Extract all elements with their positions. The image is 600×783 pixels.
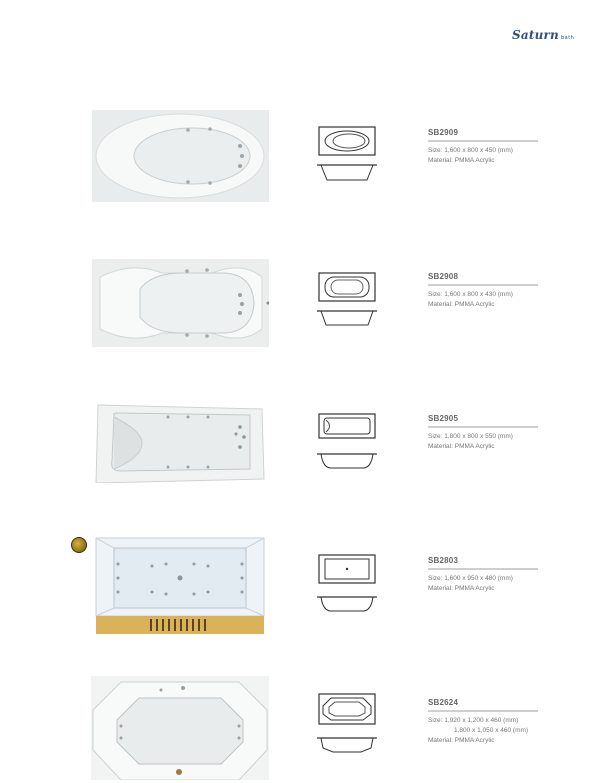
product-photo: [92, 110, 269, 202]
product-code: SB2905: [428, 414, 459, 423]
product-drawings: [317, 125, 379, 183]
product-size-alt: 1,800 x 1,050 x 460 (mm): [454, 727, 529, 734]
product-code: SB2624: [428, 698, 459, 707]
product-drawings: [317, 692, 379, 754]
product-code: SB2803: [428, 556, 459, 565]
product-info: [428, 128, 540, 166]
product-material: Material: PMMA Acrylic: [428, 301, 495, 308]
product-info: [428, 698, 540, 746]
divider: [428, 426, 538, 428]
seal-icon: [71, 537, 87, 553]
product-drawings: [317, 553, 379, 613]
divider: [428, 140, 538, 142]
product-code: SB2908: [428, 272, 459, 281]
divider: [428, 284, 538, 286]
product-material: Material: PMMA Acrylic: [428, 737, 495, 744]
product-size: Size: 1,600 x 800 x 450 (mm): [428, 147, 513, 154]
product-info: [428, 556, 540, 594]
product-drawings: [317, 412, 379, 470]
product-drawings: [317, 271, 379, 329]
product-size: Size: 1,600 x 950 x 480 (mm): [428, 575, 513, 582]
product-photo: [92, 401, 269, 483]
product-size: Size: 1,600 x 800 x 430 (mm): [428, 291, 513, 298]
product-size: Size: 1,920 x 1,200 x 460 (mm): [428, 717, 519, 724]
product-code: SB2909: [428, 128, 459, 137]
product-material: Material: PMMA Acrylic: [428, 157, 495, 164]
logo-text: Saturn: [512, 28, 559, 42]
brand-logo: [512, 28, 574, 44]
divider: [428, 568, 538, 570]
product-info: [428, 414, 540, 452]
product-photo: [92, 534, 268, 636]
divider: [428, 710, 538, 712]
product-photo: [92, 259, 269, 347]
product-material: Material: PMMA Acrylic: [428, 585, 495, 592]
product-info: [428, 272, 540, 310]
logo-subtext: bath: [560, 35, 575, 41]
product-size: Size: 1,800 x 800 x 550 (mm): [428, 433, 513, 440]
product-material: Material: PMMA Acrylic: [428, 443, 495, 450]
product-photo: [91, 676, 269, 780]
